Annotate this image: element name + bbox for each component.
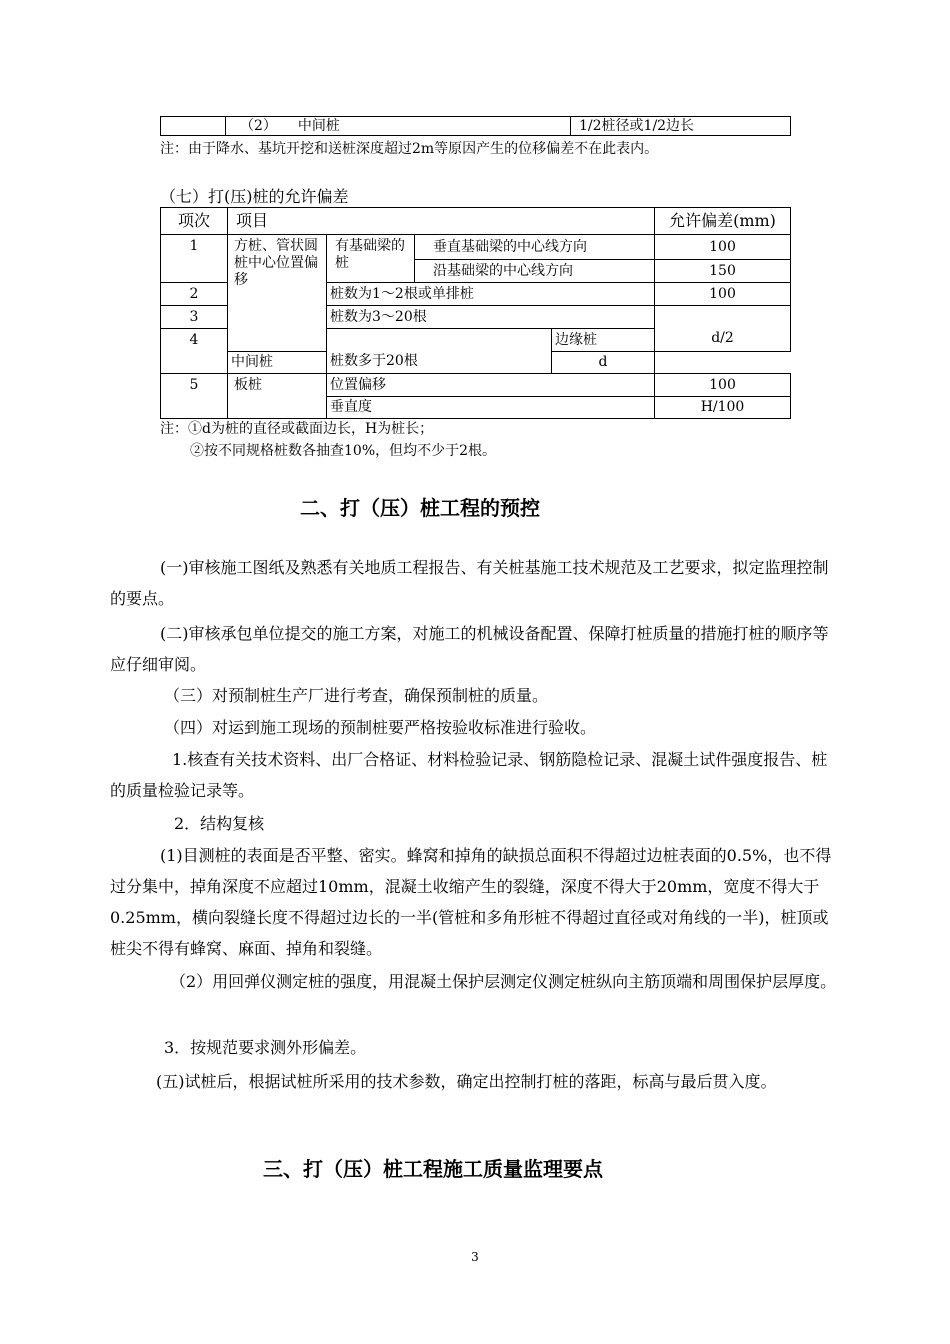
sub-category-cell: [327, 235, 415, 283]
table-row: [161, 235, 791, 260]
row-number: 4: [161, 329, 228, 374]
section-heading-3: 三、打（压）桩工程施工质量监理要点: [263, 1157, 603, 1181]
item-cell: 边缘桩: [552, 329, 655, 352]
item-cell: 垂直度: [327, 397, 655, 419]
row-number: 3: [161, 306, 228, 329]
row-number: 2: [161, 283, 228, 306]
paragraph: (二)审核承包单位提交的施工方案，对施工的机械设备配置、保障打桩质量的措施打桩的顺序等应仔细审阅。: [110, 624, 829, 674]
item-cell: 位置偏移: [327, 374, 655, 397]
item-cell: 垂直基础梁的中心线方向: [415, 235, 655, 260]
row-number: 5: [161, 374, 228, 419]
value-cell: 150: [655, 260, 791, 283]
cell-text: 方桩、管状圆桩中心位置偏移: [234, 238, 318, 288]
header-cell: 项目: [228, 208, 655, 235]
table-row: [161, 374, 791, 397]
row-number: 1: [161, 235, 228, 283]
pile-offset-table-tail: [160, 116, 791, 136]
paragraph: (五)试桩后，根据试桩所采用的技术参数，确定出控制打桩的落距，标高与最后贯入度。: [156, 1072, 777, 1091]
table-note: 注：由于降水、基坑开挖和送桩深度超过2m等原因产生的位移偏差不在此表内。: [160, 141, 659, 157]
paragraph: (1)目测桩的表面是否平整、密实。蜂窝和掉角的缺损总面积不得超过边桩表面的0.5%，也不得过分集中，掉角深度不应超过10mm，混凝土收缩产生的裂缝，深度不得大于20mm，宽度不得大于0.25mm，横向裂缝长度不得超过边长的一半(管桩和多角形桩不得超过直径或对角线的一半)，桩顶或桩尖不得有蜂窝、麻面、掉角和裂缝。: [110, 846, 832, 958]
item-cell: 桩数多于20根: [327, 329, 552, 374]
cell-text: 有基础梁的桩: [335, 238, 405, 271]
category-cell: [228, 235, 327, 352]
paragraph: 2．结构复核: [174, 814, 265, 833]
table-cell: [161, 117, 226, 136]
value-cell: d: [552, 352, 655, 374]
value-cell: 100: [655, 374, 791, 397]
table-note-2: ②按不同规格桩数各抽查10%，但均不少于2根。: [190, 443, 497, 459]
section-heading-2: 二、打（压）桩工程的预控: [300, 496, 540, 520]
category-cell: 板桩: [228, 374, 327, 419]
cell-text: （2） 中间桩: [240, 117, 340, 134]
value-cell: H/100: [655, 397, 791, 419]
paragraph: 3．按规范要求测外形偏差。: [164, 1038, 367, 1057]
table-row: [161, 117, 791, 136]
paragraph: 1.核查有关技术资料、出厂合格证、材料检验记录、钢筋隐检记录、混凝土试件强度报告、桩的质量检验记录等。: [110, 750, 828, 800]
item-cell: 中间桩: [228, 352, 327, 374]
table-note-1: 注：①d为桩的直径或截面边长，H为桩长；: [160, 421, 434, 437]
pile-deviation-table: [160, 207, 791, 419]
cell-text: 1/2桩径或1/2边长: [579, 117, 695, 134]
paragraph: （四）对运到施工现场的预制桩要严格按验收标准进行验收。: [164, 718, 597, 737]
paragraph: （三）对预制桩生产厂进行考查，确保预制桩的质量。: [164, 686, 549, 705]
table-cell: [571, 117, 791, 136]
page-number: 3: [471, 1250, 479, 1264]
table-caption: （七）打(压)桩的允许偏差: [160, 187, 349, 206]
header-cell: 项次: [161, 208, 228, 235]
item-cell: 桩数为1～2根或单排桩: [327, 283, 655, 306]
header-cell: 允许偏差(mm): [655, 208, 791, 235]
paragraph: （2）用回弹仪测定桩的强度，用混凝土保护层测定仪测定桩纵向主筋顶端和周围保护层厚度。: [170, 972, 837, 991]
item-cell: 沿基础梁的中心线方向: [415, 260, 655, 283]
item-cell: 桩数为3～20根: [327, 306, 655, 329]
paragraph: (一)审核施工图纸及熟悉有关地质工程报告、有关桩基施工技术规范及工艺要求，拟定监理控制的要点。: [110, 558, 829, 608]
value-cell: d/2: [655, 306, 791, 352]
table-cell: [226, 117, 571, 136]
value-cell: 100: [655, 235, 791, 260]
table-header-row: [161, 208, 791, 235]
value-cell: 100: [655, 283, 791, 306]
